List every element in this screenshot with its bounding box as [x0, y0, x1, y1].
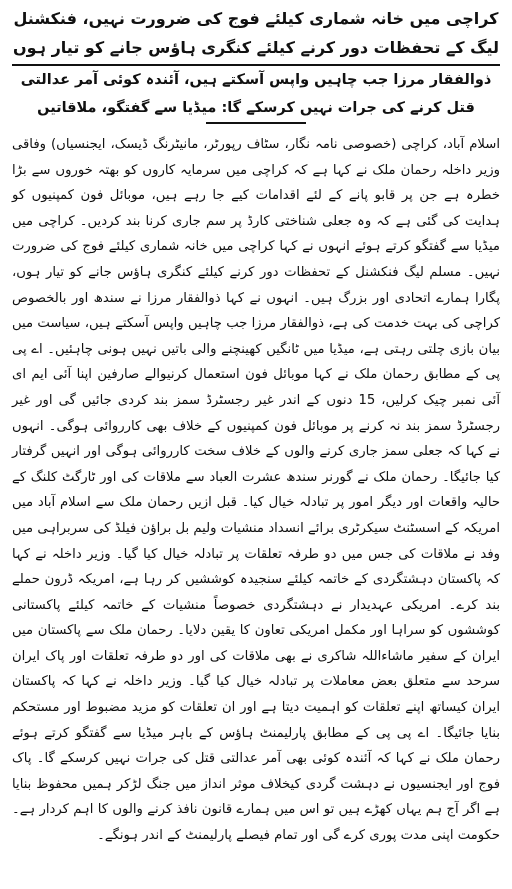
subheadline-divider — [206, 122, 306, 124]
article-headline: کراچی میں خانہ شماری کیلئے فوج کی ضرورت نہیں، فنکشنل لیگ کے تحفظات دور کرنے کیلئے کنگری ہاؤس جانے کو تیار ہوں — [12, 9, 500, 57]
article-subheadline: ذوالفقار مرزا جب چاہیں واپس آسکتے ہیں، آئندہ کوئی آمر عدالتی قتل کرنے کی جرات نہیں کرسکے گا: میڈیا سے گفتگو، ملاقاتیں — [20, 72, 492, 116]
article-body: اسلام آباد، کراچی (خصوصی نامہ نگار، سٹاف رپورٹر، مانیٹرنگ ڈیسک، ایجنسیاں) وفاقی وزیر داخلہ رحمان ملک نے کہا ہے کہ کراچی میں سرمایہ کاروں کو بھتہ خوروں سے بڑا خطرہ ہے جن پر قابو پانے کے لئے اقدامات کیے جا رہے ہیں، موبائل فون کمپنیوں کو ہدایت کی گئی ہے کہ وہ جعلی شناختی کارڈ پر سم جاری کرنا بند کردیں۔ کراچی میں میڈیا سے گفتگو کرتے ہوئے انہوں نے کہا کراچی میں خانہ شماری کیلئے فوج کی ضرورت نہیں۔ مسلم لیگ فنکشنل کے تحفظات دور کرنے کیلئے کنگری ہاؤس جانے کو تیار ہوں، پگارا ہمارے اتحادی اور بزرگ ہیں۔ انہوں نے کہا ذوالفقار مرزا نے سندھ اور بالخصوص کراچی کی بہت خدمت کی ہے، ذوالفقار مرزا جب چاہیں واپس آسکتے ہیں، سیاست میں بیان بازی چلتی رہتی ہے، میڈیا میں ٹانگیں کھینچنے والی باتیں نہیں ہونی چاہئیں۔ اے پی پی کے مطابق رحمان ملک نے کہا موبائل فون استعمال کرنیوالے صارفین اپنا آئی ایم ای آئی نمبر چیک کرلیں، 15 دنوں کے اندر غیر رجسٹرڈ سمز بند کردی جائیں گی اور غیر رجسٹرڈ سمز بند نہ کرنے پر موبائل فون کمپنیوں کے خلاف بھی کارروائی ہوگی۔ انہوں نے کہا کہ جعلی سمز جاری کرنے والوں کے خلاف سخت کارروائی ہوگی اور انہیں گرفتار کیا جائیگا۔ رحمان ملک نے گورنر سندھ عشرت العباد سے ملاقات کی اور ٹارگٹ کلنگ کے حالیہ واقعات اور دیگر امور پر تبادلہ خیال کیا۔ قبل ازیں رحمان ملک سے اسلام آباد میں امریکہ کے اسسٹنٹ سیکرٹری برائے انسداد منشیات ولیم بل براؤن فیلڈ کی سربراہی میں وفد نے ملاقات کی جس میں دو طرفہ تعلقات پر تبادلہ خیال کیا گیا۔ وزیر داخلہ نے کہا کہ پاکستان دہشتگردی کے خاتمہ کیلئے سنجیدہ کوششیں کر رہا ہے، امریکہ ڈرون حملے بند کرے۔ امریکی عہدیدار نے دہشتگردی خصوصاً منشیات کے خاتمہ کیلئے پاکستانی کوششوں کو سراہا اور مکمل امریکی تعاون کا یقین دلایا۔ رحمان ملک سے پاکستان میں ایران کے سفیر ماشاءاللہ شاکری نے بھی ملاقات کی اور دو طرفہ تعلقات اور پاک ایران سرحد سے متعلق بعض معاملات پر تبادلہ خیال کیا گیا۔ وزیر داخلہ نے کہا کہ پاکستان ایران کیساتھ اپنے تعلقات کو اہمیت دیتا ہے اور ان تعلقات کو مزید مضبوط اور مستحکم بنایا جائیگا۔ اے پی پی کے مطابق پارلیمنٹ ہاؤس کے باہر میڈیا سے گفتگو کرتے ہوئے رحمان ملک نے کہا کہ آئندہ کوئی بھی آمر عدالتی قتل کی جرات نہیں کرسکے گا۔ پاک فوج اور ایجنسیوں نے دہشت گردی کیخلاف موثر انداز میں جنگ لڑکر ہمیں محفوظ بنایا ہے اگر آج ہم یہاں کھڑے ہیں تو اس میں ہمارے قانون نافذ کرنے والوں کا اہم کردار ہے۔ حکومت اپنی مدت پوری کرے گی اور تمام فیصلے پارلیمنٹ کے اندر ہونگے۔ — [12, 137, 500, 844]
